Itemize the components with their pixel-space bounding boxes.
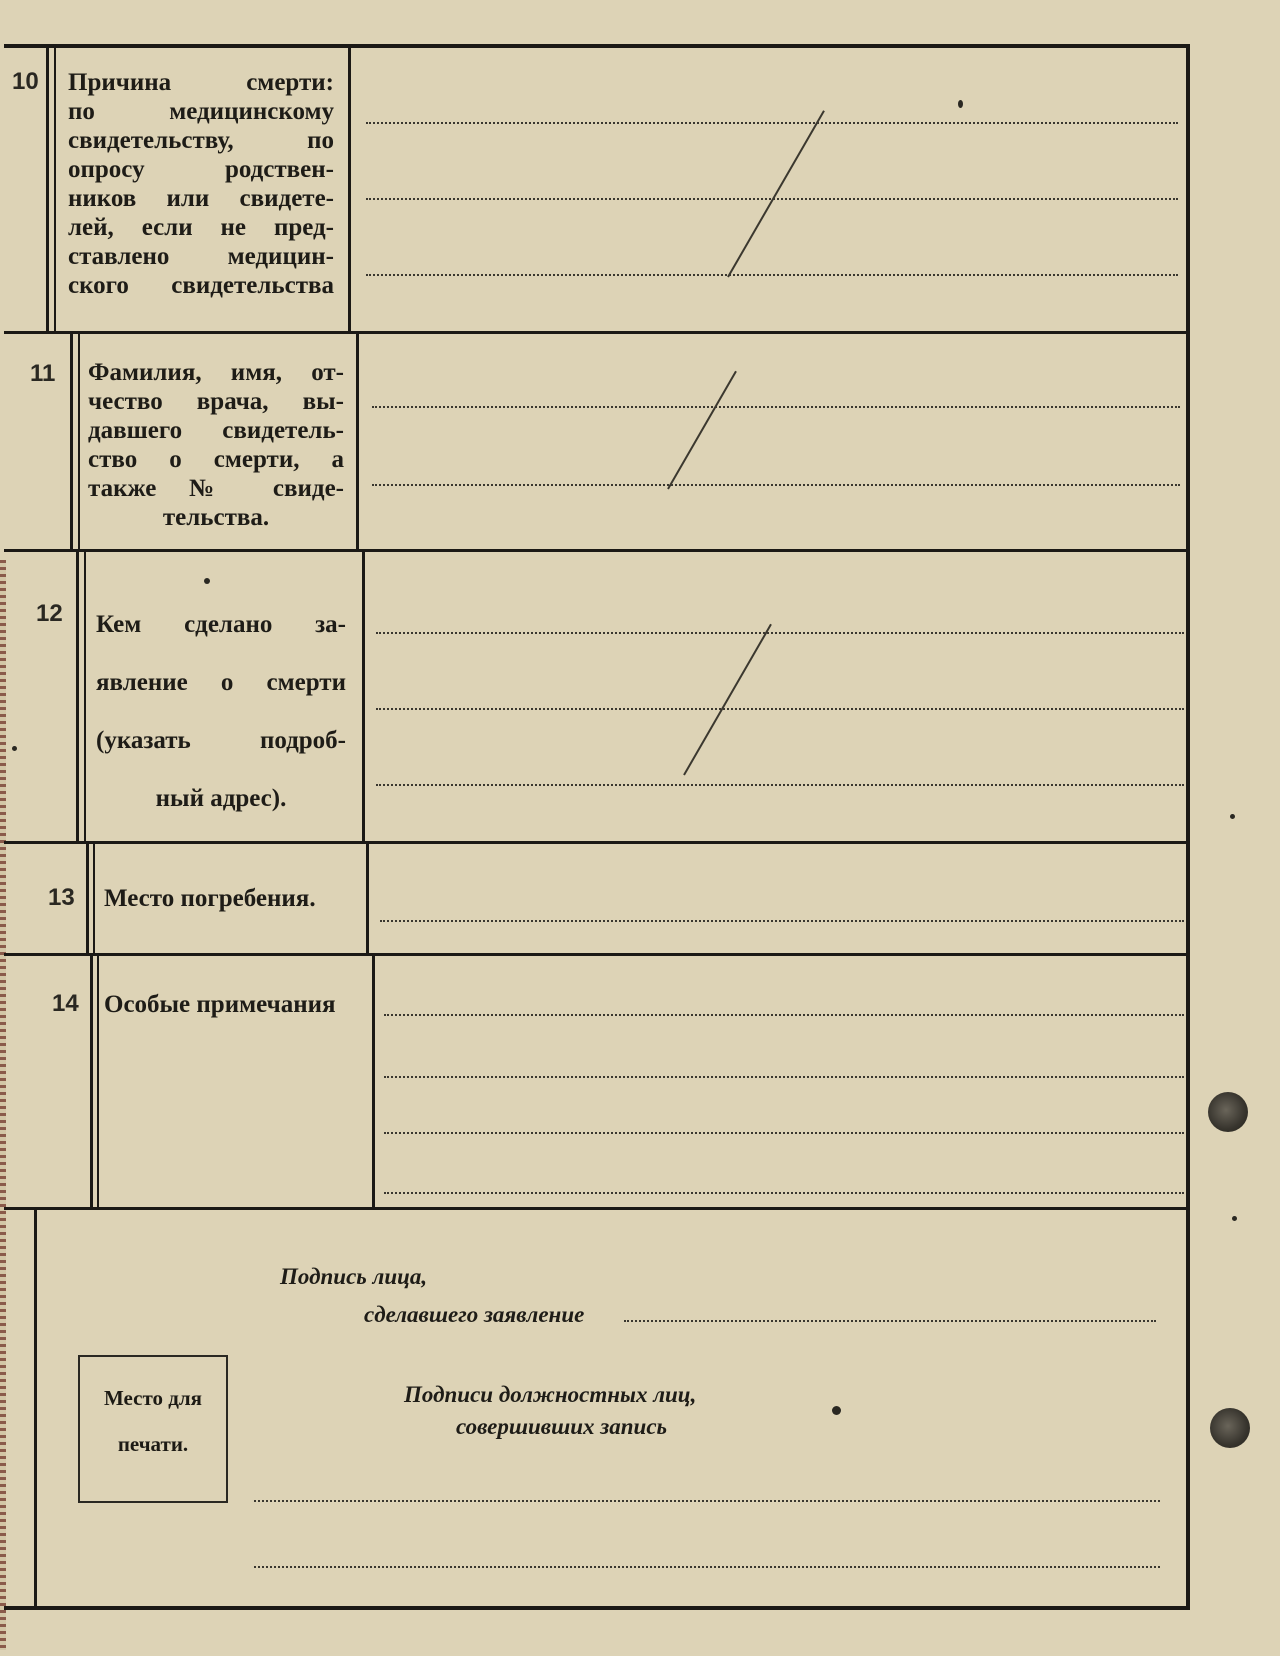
entry-line[interactable] [366, 274, 1178, 276]
column-divider [86, 844, 89, 953]
applicant-signature-label: Подпись лица, [280, 1264, 428, 1289]
entry-line[interactable] [376, 632, 1184, 634]
entry-line[interactable] [380, 920, 1184, 922]
row-number: 12 [36, 600, 63, 627]
cancel-slash [727, 110, 825, 277]
punch-hole [1210, 1408, 1250, 1448]
column-divider [76, 552, 79, 841]
official-signature-line[interactable] [254, 1500, 1160, 1502]
stamp-place: Место для печати. [78, 1355, 228, 1503]
column-divider [84, 552, 86, 841]
row-number: 13 [48, 884, 75, 911]
ink-speck [832, 1406, 841, 1415]
row-number: 11 [30, 360, 56, 387]
row-label: Фамилия, имя, от- чество врача, вы- давшего свидетель- ство о смерти, а также № свиде- тельства. [88, 359, 344, 531]
entry-line[interactable] [372, 484, 1180, 486]
official-signature-line[interactable] [254, 1566, 1160, 1568]
row-special-notes [4, 956, 1190, 1210]
cancel-slash [667, 371, 737, 490]
section-left-border [34, 1210, 37, 1610]
row-number: 10 [12, 68, 39, 95]
row-cause-of-death [4, 44, 1190, 334]
row-number: 14 [52, 990, 79, 1017]
punch-hole [1208, 1092, 1248, 1132]
row-burial-place [4, 844, 1190, 956]
row-doctor-name [4, 334, 1190, 552]
entry-line[interactable] [384, 1014, 1184, 1016]
entry-line[interactable] [384, 1132, 1184, 1134]
row-applicant [4, 552, 1190, 844]
ink-speck [1230, 814, 1235, 819]
entry-line[interactable] [366, 122, 1178, 124]
column-divider [362, 552, 365, 841]
column-divider [46, 44, 49, 331]
officials-signature-label: Подписи должностных лиц, [404, 1382, 697, 1407]
cancel-slash [683, 624, 772, 776]
entry-line[interactable] [372, 406, 1180, 408]
row-label: Место погребения. [104, 885, 316, 912]
ink-speck [958, 100, 963, 108]
row-label: Кем сделано за- явление о смерти (указать подроб- ный адрес). [96, 611, 346, 812]
column-divider [372, 956, 375, 1207]
entry-line[interactable] [376, 784, 1184, 786]
applicant-signature-line[interactable] [624, 1320, 1156, 1322]
column-divider [78, 334, 80, 549]
column-divider [97, 956, 99, 1207]
ink-speck [12, 746, 17, 751]
ink-speck [1232, 1216, 1237, 1221]
column-divider [93, 844, 95, 953]
column-divider [356, 334, 359, 549]
ink-speck [204, 578, 210, 584]
entry-line[interactable] [376, 708, 1184, 710]
applicant-signature-label-2: сделавшего заявление [364, 1302, 585, 1327]
column-divider [348, 44, 351, 331]
entry-line[interactable] [384, 1192, 1184, 1194]
column-divider [90, 956, 93, 1207]
column-divider [366, 844, 369, 953]
column-divider [54, 44, 56, 331]
row-label: Особые примечания [104, 991, 336, 1018]
row-label: Причина смерти: по медицинскому свидетельству, по опросу родствен- ников или свидете- лей, если не пред- ставлено медицин- ского свидетельства [68, 69, 334, 299]
entry-line[interactable] [384, 1076, 1184, 1078]
officials-signature-label-2: совершивших запись [456, 1414, 668, 1439]
column-divider [70, 334, 73, 549]
